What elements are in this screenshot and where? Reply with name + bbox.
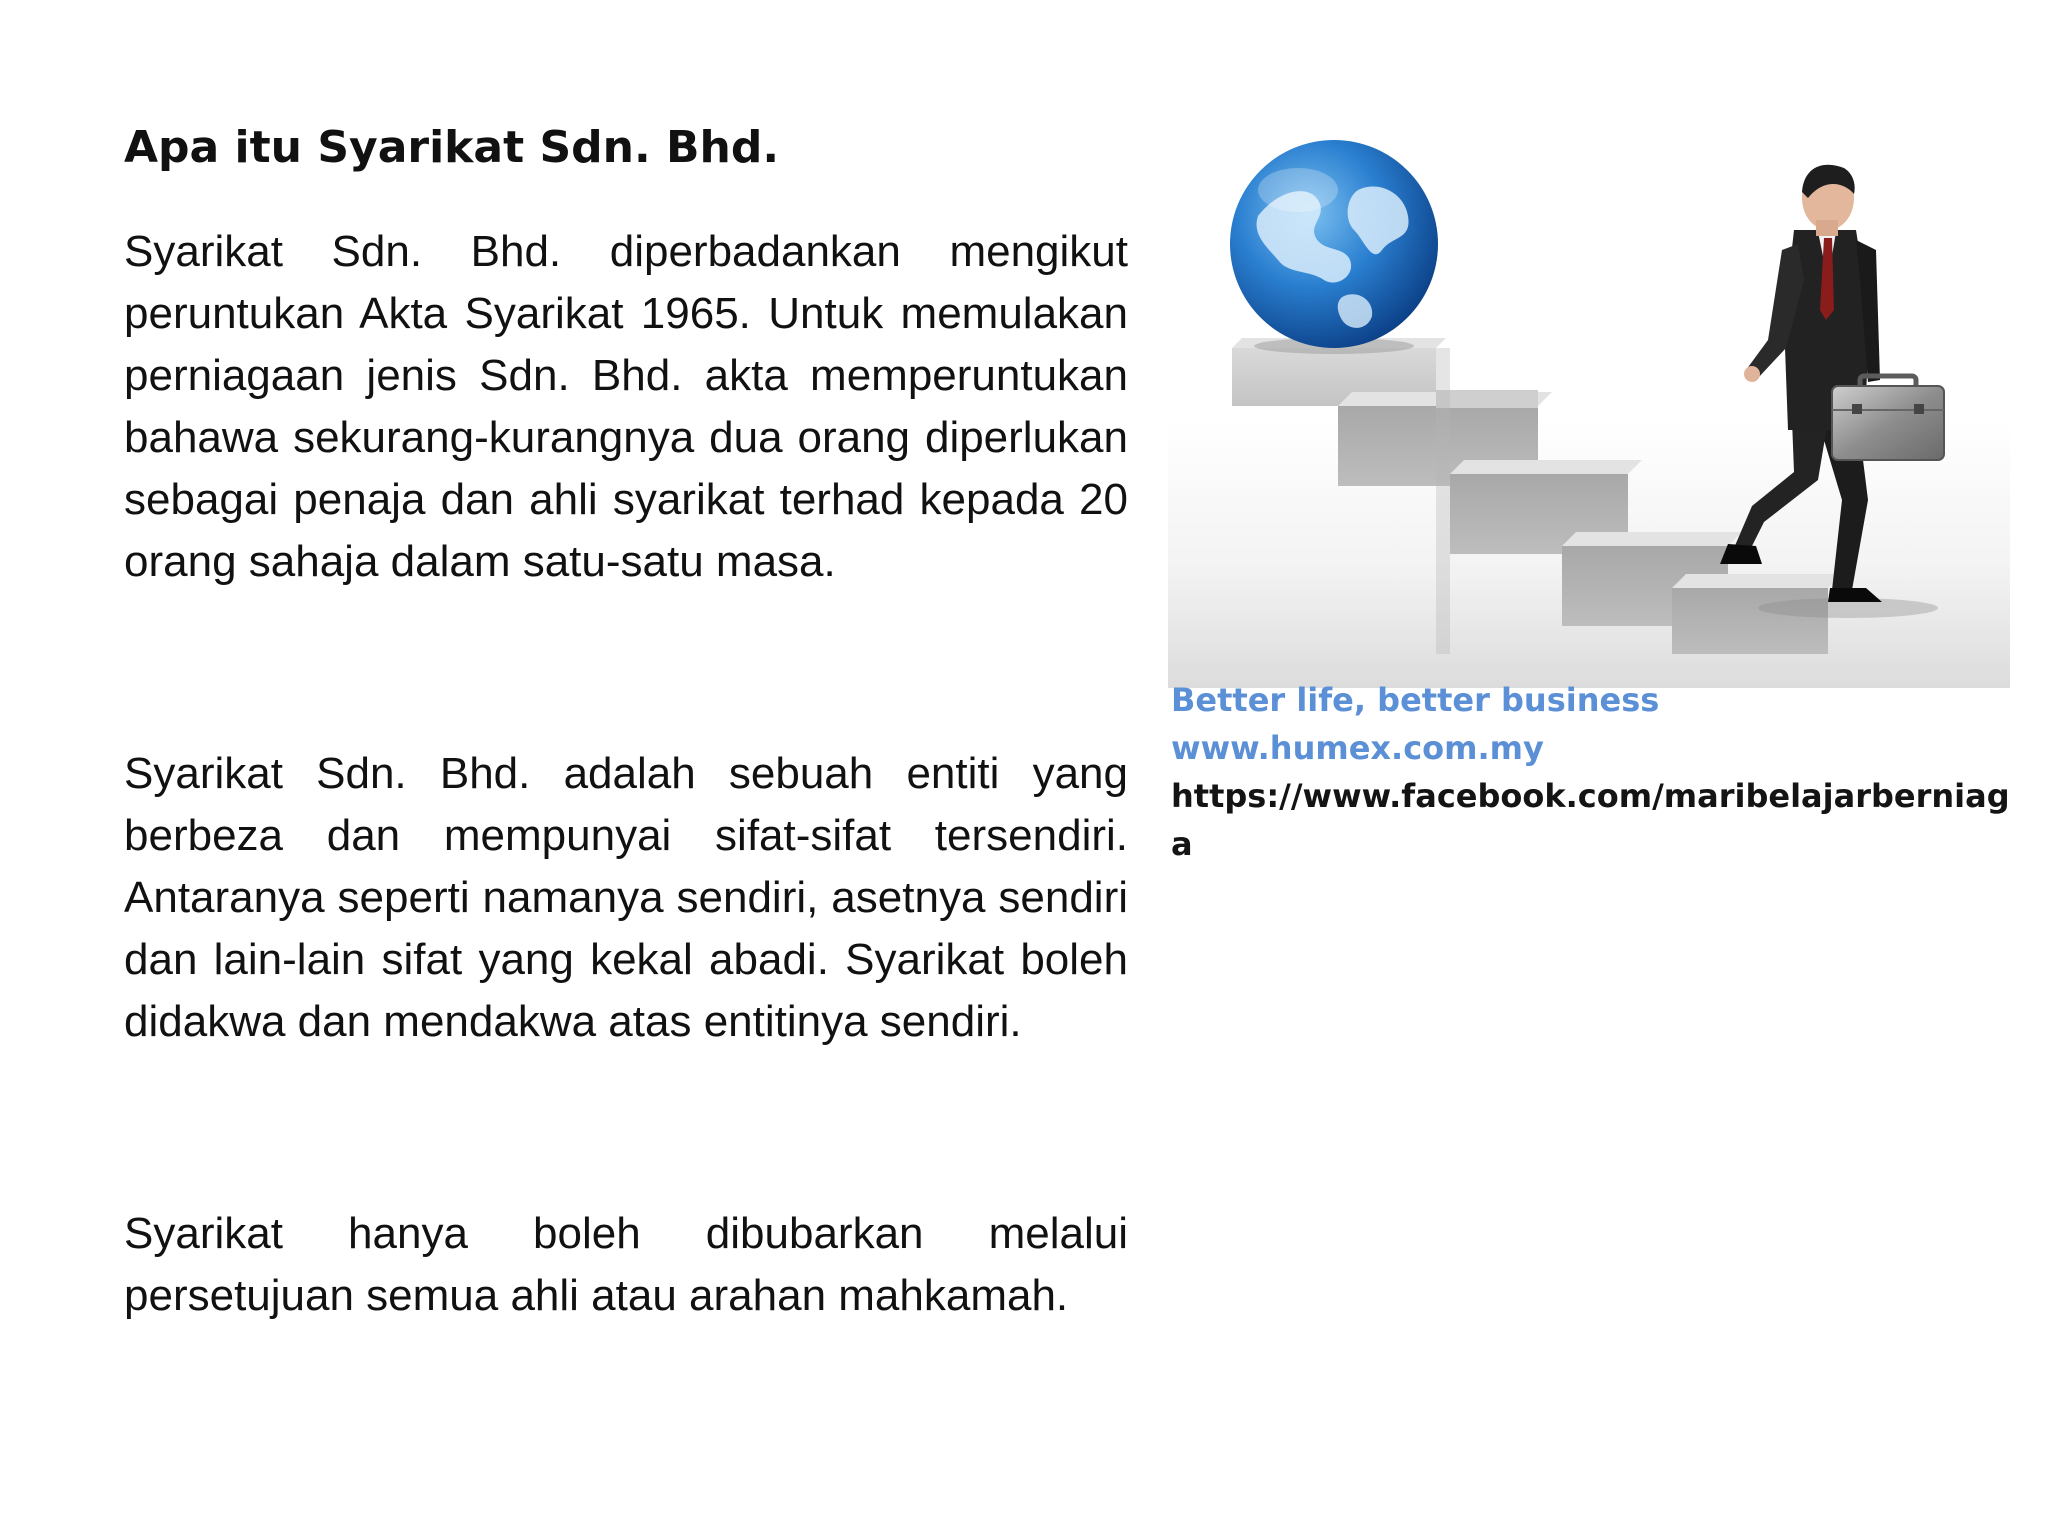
briefcase-icon (1832, 376, 1944, 460)
paragraph-1: Syarikat Sdn. Bhd. diperbadankan mengikut peruntukan Akta Syarikat 1965. Untuk memulakan perniagaan jenis Sdn. Bhd. akta memperuntukan bahawa sekurang-kurangnya dua orang diperlukan sebagai penaja dan ahli syarikat terhad kepada 20 orang sahaja dalam satu-satu masa. (124, 227, 1128, 586)
slogan-text: Better life, better business (1171, 681, 1660, 719)
page-title: Apa itu Syarikat Sdn. Bhd. (124, 122, 780, 173)
paragraph-2: Syarikat Sdn. Bhd. adalah sebuah entiti yang berbeza dan mempunyai sifat-sifat tersendiri. Antaranya seperti namanya sendiri, asetnya sendiri dan lain-lain sifat yang kekal abadi. Syarikat boleh didakwa dan mendakwa atas entitinya sendiri. (124, 749, 1128, 1046)
facebook-link[interactable]: https://www.facebook.com/maribelajarberniaga (1171, 777, 2010, 863)
website-link[interactable]: www.humex.com.my (1171, 729, 1544, 767)
business-illustration (1168, 120, 2010, 688)
paragraph-3: Syarikat hanya boleh dibubarkan melalui persetujuan semua ahli atau arahan mahkamah. (124, 1209, 1128, 1320)
caption-block (1171, 676, 2021, 868)
